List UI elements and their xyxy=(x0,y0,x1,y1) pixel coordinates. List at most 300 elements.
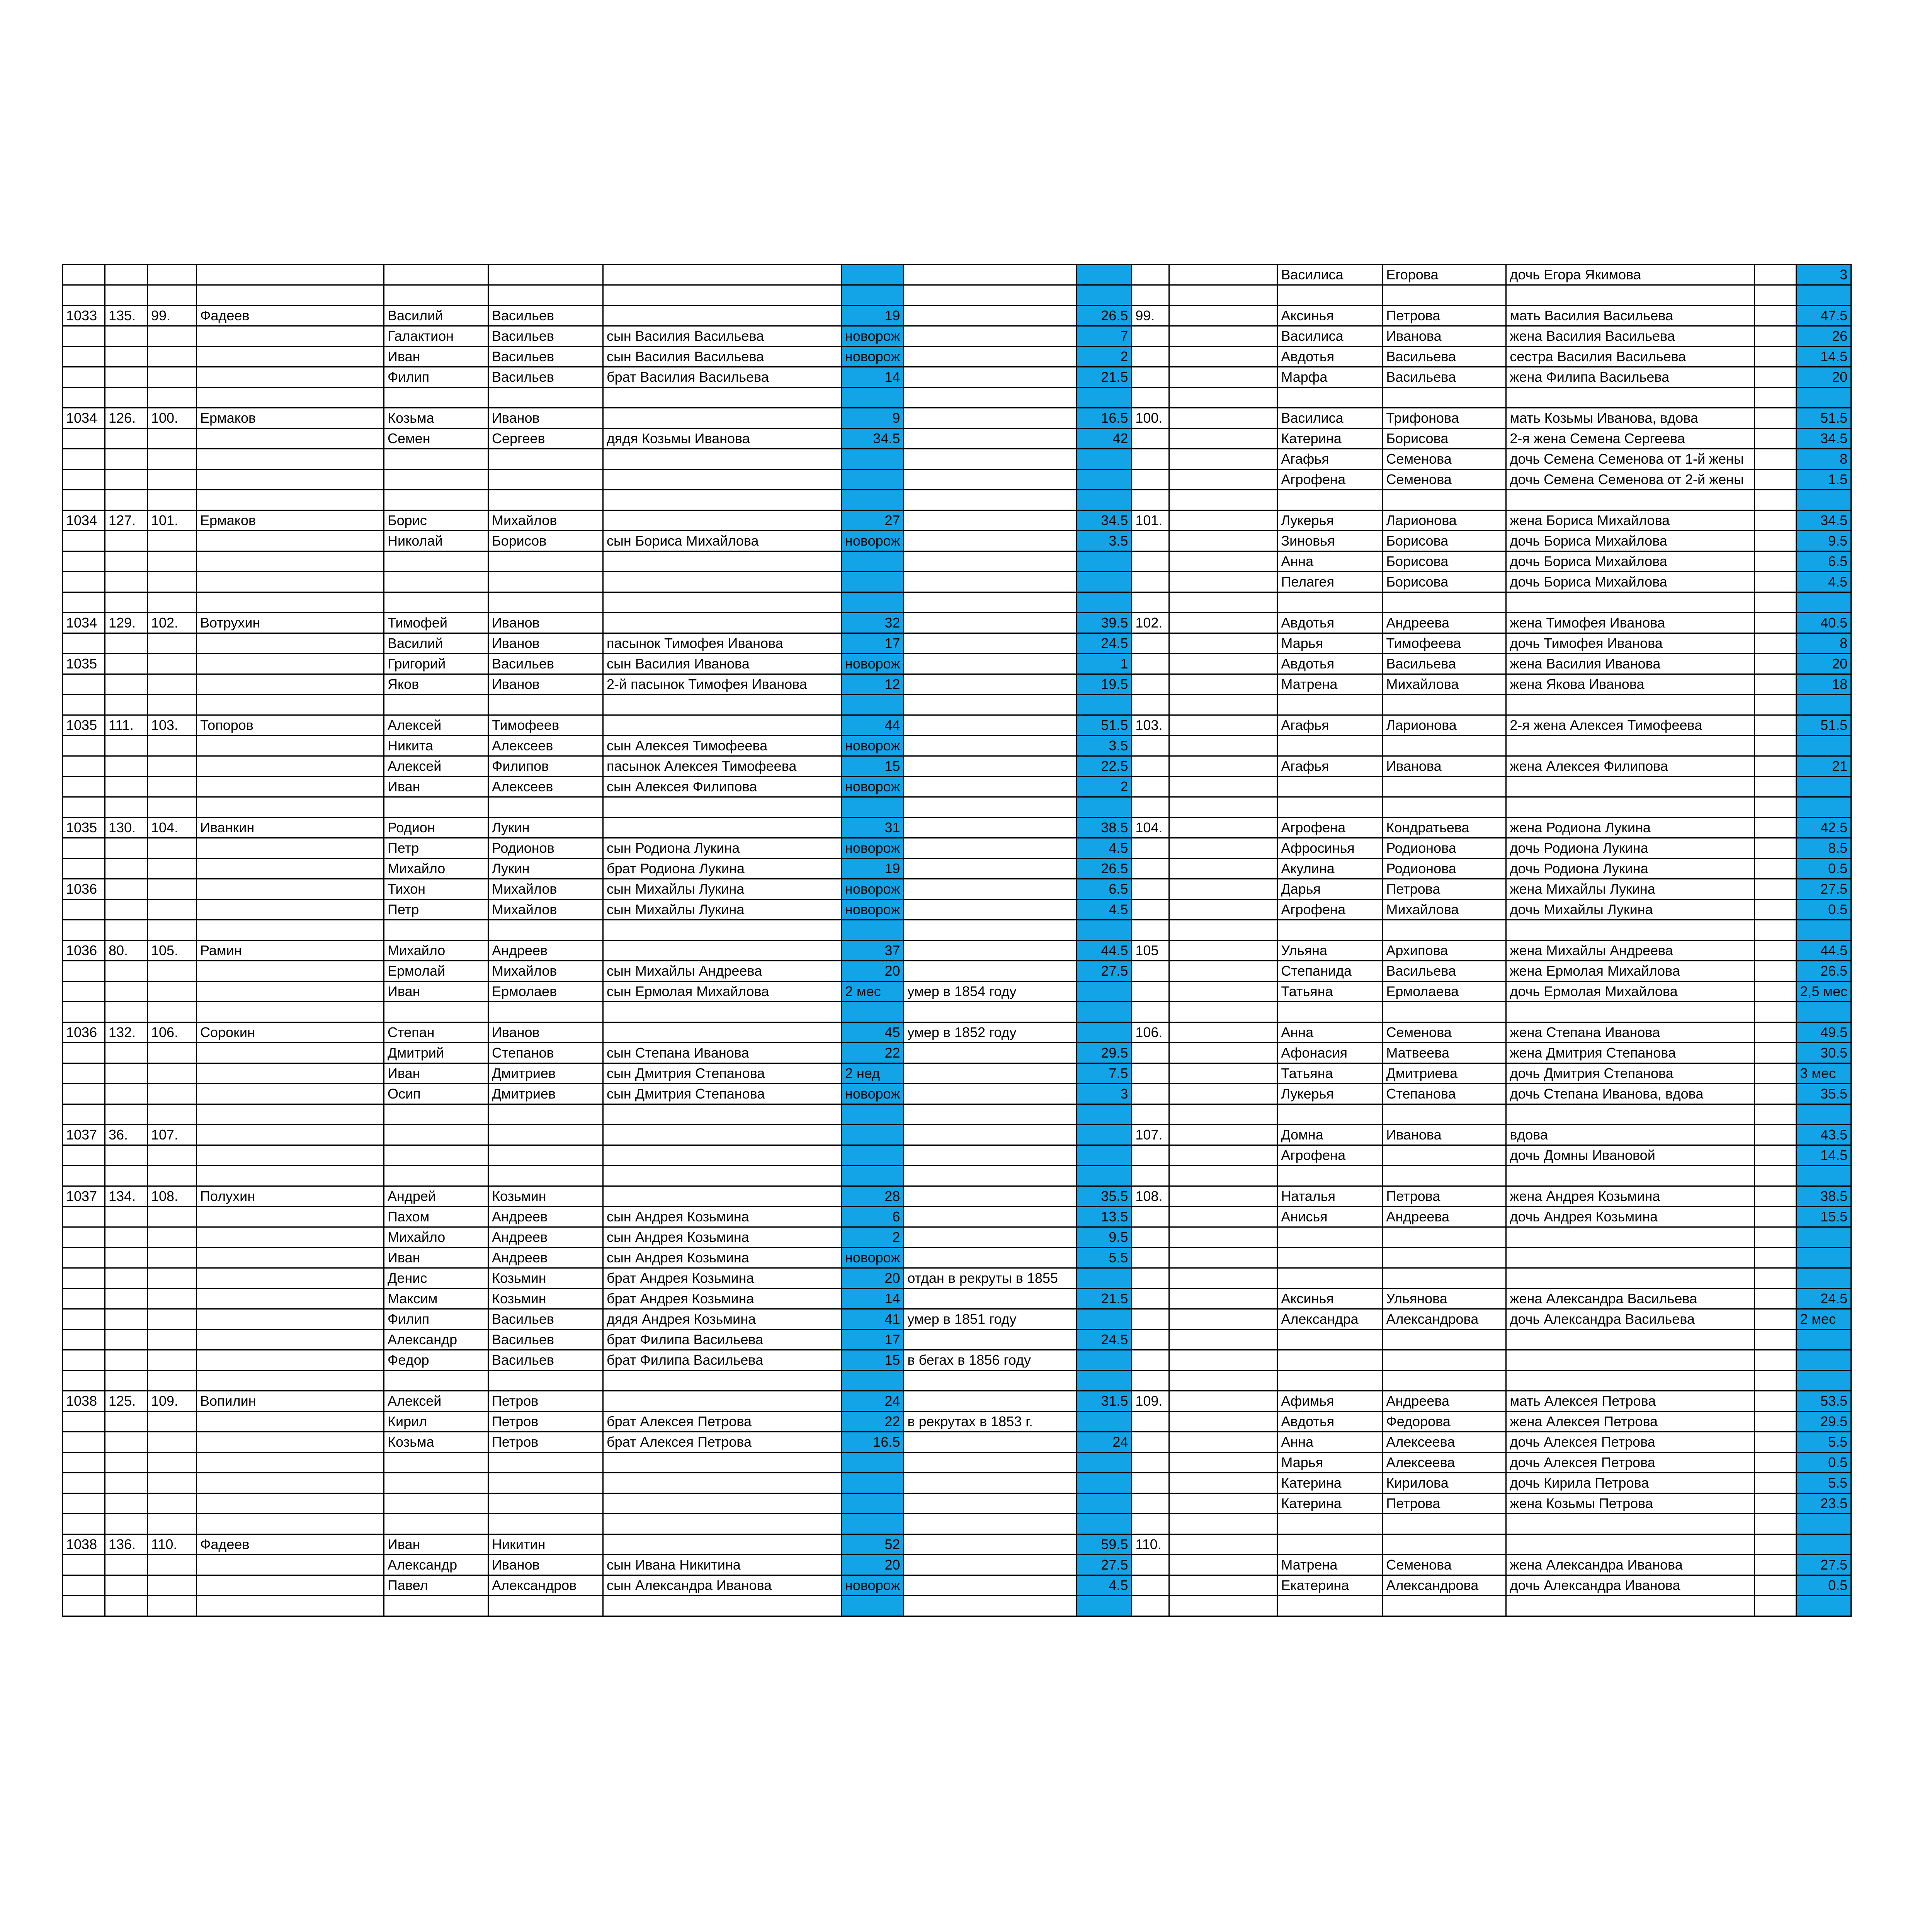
table-cell xyxy=(63,1166,105,1186)
table-cell xyxy=(1132,1043,1169,1063)
table-cell: 1036 xyxy=(63,1022,105,1043)
table-cell: Агрофена xyxy=(1277,1145,1383,1166)
table-cell: Васильев xyxy=(488,367,603,388)
table-cell: 24 xyxy=(1077,1432,1132,1452)
table-cell: 20 xyxy=(842,961,904,981)
table-cell xyxy=(1132,449,1169,469)
table-cell: Аксинья xyxy=(1277,306,1383,326)
table-cell xyxy=(1277,490,1383,510)
table-cell xyxy=(1383,592,1506,613)
table-cell: 47.5 xyxy=(1796,306,1851,326)
table-cell xyxy=(1169,1575,1277,1596)
table-cell: 42.5 xyxy=(1796,818,1851,838)
table-cell xyxy=(63,633,105,654)
table-cell xyxy=(488,285,603,306)
table-cell xyxy=(63,285,105,306)
table-cell xyxy=(1132,695,1169,715)
table-cell: Федорова xyxy=(1383,1412,1506,1432)
table-cell xyxy=(1796,1371,1851,1391)
table-cell xyxy=(1755,1452,1796,1473)
table-cell: Марфа xyxy=(1277,367,1383,388)
table-cell xyxy=(197,347,384,367)
table-cell: сестра Василия Васильева xyxy=(1506,347,1755,367)
table-cell xyxy=(1169,1043,1277,1063)
table-cell xyxy=(1755,1186,1796,1207)
table-row xyxy=(63,1555,1851,1575)
table-cell: 6 xyxy=(842,1207,904,1227)
table-cell: 102. xyxy=(148,613,197,633)
table-cell xyxy=(603,1104,842,1125)
table-cell: 102. xyxy=(1132,613,1169,633)
table-cell: 39.5 xyxy=(1077,613,1132,633)
table-cell xyxy=(1169,859,1277,879)
table-cell: 4.5 xyxy=(1077,1575,1132,1596)
table-cell: Павел xyxy=(384,1575,488,1596)
table-cell xyxy=(1077,981,1132,1002)
table-cell xyxy=(842,1473,904,1493)
table-cell: Родионова xyxy=(1383,838,1506,859)
table-cell: 127. xyxy=(105,510,148,531)
table-cell: пасынок Тимофея Иванова xyxy=(603,633,842,654)
table-cell: 1037 xyxy=(63,1186,105,1207)
table-cell: 53.5 xyxy=(1796,1391,1851,1412)
table-cell: сын Алексея Тимофеева xyxy=(603,736,842,756)
table-cell xyxy=(148,695,197,715)
table-cell xyxy=(63,981,105,1002)
table-cell: Андреев xyxy=(488,940,603,961)
table-cell: Петров xyxy=(488,1432,603,1452)
table-cell xyxy=(1755,940,1796,961)
table-cell xyxy=(63,1002,105,1022)
table-cell: жена Ермолая Михайлова xyxy=(1506,961,1755,981)
table-cell xyxy=(904,1473,1077,1493)
table-cell: 20 xyxy=(842,1268,904,1289)
table-cell xyxy=(197,1166,384,1186)
table-cell xyxy=(904,940,1077,961)
table-cell: дочь Бориса Михайлова xyxy=(1506,551,1755,572)
table-cell xyxy=(488,592,603,613)
table-cell: 23.5 xyxy=(1796,1493,1851,1514)
table-cell xyxy=(384,1104,488,1125)
table-cell: Денис xyxy=(384,1268,488,1289)
table-row xyxy=(63,510,1851,531)
table-row xyxy=(63,736,1851,756)
table-cell: Ермаков xyxy=(197,408,384,429)
table-cell xyxy=(105,1145,148,1166)
table-row xyxy=(63,879,1851,900)
table-cell xyxy=(105,797,148,818)
table-cell xyxy=(105,1002,148,1022)
table-cell: дочь Родиона Лукина xyxy=(1506,859,1755,879)
table-cell xyxy=(197,900,384,920)
table-cell xyxy=(1277,1330,1383,1350)
table-cell xyxy=(1169,818,1277,838)
table-cell xyxy=(842,469,904,490)
table-cell xyxy=(197,1371,384,1391)
table-cell xyxy=(197,1104,384,1125)
table-cell xyxy=(1132,1575,1169,1596)
table-cell xyxy=(197,429,384,449)
table-cell xyxy=(105,777,148,797)
table-row xyxy=(63,1452,1851,1473)
table-cell xyxy=(904,818,1077,838)
table-cell: Иванкин xyxy=(197,818,384,838)
table-cell xyxy=(904,1534,1077,1555)
table-cell xyxy=(603,388,842,408)
table-cell xyxy=(105,1063,148,1084)
table-cell xyxy=(105,1493,148,1514)
table-cell xyxy=(603,449,842,469)
table-cell: 2,5 мес xyxy=(1796,981,1851,1002)
table-cell xyxy=(105,756,148,777)
table-cell xyxy=(1383,920,1506,940)
table-cell: 19 xyxy=(842,859,904,879)
table-cell xyxy=(1132,920,1169,940)
table-cell: 101. xyxy=(148,510,197,531)
table-cell: 15 xyxy=(842,1350,904,1371)
table-cell: Иванова xyxy=(1383,1125,1506,1145)
table-cell: жена Филипа Васильева xyxy=(1506,367,1755,388)
table-cell xyxy=(1077,388,1132,408)
table-cell: Семен xyxy=(384,429,488,449)
table-cell xyxy=(1755,510,1796,531)
table-cell xyxy=(197,1493,384,1514)
table-cell xyxy=(63,797,105,818)
table-cell: Пахом xyxy=(384,1207,488,1227)
table-cell xyxy=(1755,572,1796,592)
table-cell xyxy=(197,1555,384,1575)
table-cell xyxy=(1169,1084,1277,1104)
table-cell: новорож xyxy=(842,326,904,347)
table-cell xyxy=(904,1596,1077,1616)
table-cell: мать Василия Васильева xyxy=(1506,306,1755,326)
table-cell: 106. xyxy=(1132,1022,1169,1043)
table-cell: Марья xyxy=(1277,1452,1383,1473)
table-cell xyxy=(904,1514,1077,1534)
table-cell xyxy=(63,388,105,408)
table-cell: 0.5 xyxy=(1796,859,1851,879)
table-cell: Рамин xyxy=(197,940,384,961)
table-cell xyxy=(603,285,842,306)
table-cell xyxy=(148,1350,197,1371)
table-cell: сын Андрея Козьмина xyxy=(603,1227,842,1248)
table-cell: 6.5 xyxy=(1796,551,1851,572)
table-cell: 19 xyxy=(842,306,904,326)
table-cell xyxy=(148,326,197,347)
table-cell xyxy=(1132,285,1169,306)
table-cell: сын Родиона Лукина xyxy=(603,838,842,859)
table-cell xyxy=(197,1432,384,1452)
table-cell: 108. xyxy=(148,1186,197,1207)
table-cell: 21.5 xyxy=(1077,1289,1132,1309)
table-cell xyxy=(148,1493,197,1514)
table-cell: умер в 1851 году xyxy=(904,1309,1077,1330)
table-cell xyxy=(1132,777,1169,797)
table-cell xyxy=(148,285,197,306)
table-cell xyxy=(1383,388,1506,408)
table-cell: Алексеев xyxy=(488,777,603,797)
table-row xyxy=(63,1534,1851,1555)
table-cell: дочь Бориса Михайлова xyxy=(1506,572,1755,592)
table-cell xyxy=(384,1125,488,1145)
table-cell xyxy=(148,1473,197,1493)
table-cell: 4.5 xyxy=(1077,838,1132,859)
table-cell xyxy=(1755,1248,1796,1268)
table-cell: Алексеева xyxy=(1383,1432,1506,1452)
table-cell: сын Михайлы Лукина xyxy=(603,879,842,900)
table-cell: 38.5 xyxy=(1077,818,1132,838)
table-cell xyxy=(842,490,904,510)
table-cell xyxy=(1132,1002,1169,1022)
table-cell xyxy=(904,1145,1077,1166)
table-cell: Петр xyxy=(384,900,488,920)
table-cell xyxy=(197,1330,384,1350)
table-cell: 35.5 xyxy=(1796,1084,1851,1104)
table-cell xyxy=(1132,654,1169,674)
table-cell: 99. xyxy=(1132,306,1169,326)
table-cell xyxy=(603,408,842,429)
table-row xyxy=(63,285,1851,306)
table-cell xyxy=(1132,1473,1169,1493)
table-cell xyxy=(1755,1063,1796,1084)
table-cell xyxy=(1755,1534,1796,1555)
table-cell xyxy=(1132,981,1169,1002)
table-cell: новорож xyxy=(842,838,904,859)
table-cell: дочь Семена Семенова от 2-й жены xyxy=(1506,469,1755,490)
table-cell: 9.5 xyxy=(1077,1227,1132,1248)
table-cell xyxy=(148,981,197,1002)
table-cell xyxy=(1796,490,1851,510)
table-cell: 103. xyxy=(1132,715,1169,736)
table-cell xyxy=(904,1289,1077,1309)
table-cell xyxy=(842,388,904,408)
table-cell: Иванов xyxy=(488,1555,603,1575)
table-cell xyxy=(1755,736,1796,756)
table-cell: 8 xyxy=(1796,633,1851,654)
table-cell: Пелагея xyxy=(1277,572,1383,592)
table-cell: дочь Ермолая Михайлова xyxy=(1506,981,1755,1002)
table-cell: 5.5 xyxy=(1796,1432,1851,1452)
table-cell xyxy=(1132,1207,1169,1227)
table-cell: Вопилин xyxy=(197,1391,384,1412)
table-cell xyxy=(148,1145,197,1166)
table-cell xyxy=(1796,1227,1851,1248)
table-cell: Ермолаева xyxy=(1383,981,1506,1002)
table-cell: 27.5 xyxy=(1796,1555,1851,1575)
table-cell xyxy=(63,859,105,879)
table-cell xyxy=(1755,1596,1796,1616)
table-cell xyxy=(603,1125,842,1145)
table-cell xyxy=(1169,1186,1277,1207)
table-cell xyxy=(148,674,197,695)
table-cell xyxy=(384,449,488,469)
table-cell xyxy=(1383,1104,1506,1125)
table-cell xyxy=(1277,1596,1383,1616)
table-cell xyxy=(842,592,904,613)
table-cell: 1035 xyxy=(63,715,105,736)
table-cell: Фадеев xyxy=(197,1534,384,1555)
table-cell xyxy=(904,1493,1077,1514)
table-cell: брат Андрея Козьмина xyxy=(603,1289,842,1309)
table-cell xyxy=(148,1555,197,1575)
table-cell: 1034 xyxy=(63,613,105,633)
table-cell: Васильева xyxy=(1383,367,1506,388)
table-cell xyxy=(148,1596,197,1616)
table-cell: 107. xyxy=(1132,1125,1169,1145)
table-cell: Григорий xyxy=(384,654,488,674)
table-cell: 26.5 xyxy=(1077,859,1132,879)
table-cell xyxy=(1132,1555,1169,1575)
table-cell: жена Андрея Козьмина xyxy=(1506,1186,1755,1207)
table-cell xyxy=(63,1248,105,1268)
table-cell: Петрова xyxy=(1383,1186,1506,1207)
table-cell: Александрова xyxy=(1383,1575,1506,1596)
table-cell xyxy=(1132,1330,1169,1350)
table-cell xyxy=(148,429,197,449)
table-cell xyxy=(384,695,488,715)
table-cell xyxy=(1132,1412,1169,1432)
table-cell: сын Андрея Козьмина xyxy=(603,1248,842,1268)
table-cell xyxy=(1755,551,1796,572)
table-cell xyxy=(904,1207,1077,1227)
table-cell xyxy=(197,1268,384,1289)
table-cell xyxy=(904,510,1077,531)
table-row xyxy=(63,347,1851,367)
table-cell: Васильева xyxy=(1383,961,1506,981)
table-row xyxy=(63,1473,1851,1493)
table-cell xyxy=(148,961,197,981)
table-cell xyxy=(197,1002,384,1022)
table-row xyxy=(63,1084,1851,1104)
table-cell xyxy=(1506,1350,1755,1371)
table-cell: жена Василия Васильева xyxy=(1506,326,1755,347)
table-cell xyxy=(197,469,384,490)
table-cell xyxy=(904,388,1077,408)
table-cell: Степан xyxy=(384,1022,488,1043)
table-cell: 1034 xyxy=(63,408,105,429)
table-cell xyxy=(1755,326,1796,347)
table-cell: 44 xyxy=(842,715,904,736)
table-cell: Анна xyxy=(1277,1022,1383,1043)
table-cell xyxy=(1796,285,1851,306)
table-cell xyxy=(1132,1514,1169,1534)
table-cell: 44.5 xyxy=(1077,940,1132,961)
table-cell xyxy=(1383,736,1506,756)
table-cell xyxy=(63,326,105,347)
table-cell: умер в 1854 году xyxy=(904,981,1077,1002)
table-cell: Козьмин xyxy=(488,1186,603,1207)
table-cell xyxy=(842,285,904,306)
table-cell xyxy=(197,1248,384,1268)
table-cell xyxy=(488,449,603,469)
table-row xyxy=(63,1391,1851,1412)
table-cell: Васильев xyxy=(488,306,603,326)
table-cell xyxy=(1077,1596,1132,1616)
table-row xyxy=(63,429,1851,449)
table-cell: новорож xyxy=(842,531,904,551)
table-cell xyxy=(1132,429,1169,449)
table-cell: дочь Тимофея Иванова xyxy=(1506,633,1755,654)
table-cell xyxy=(904,859,1077,879)
table-cell xyxy=(603,510,842,531)
table-cell xyxy=(1755,1493,1796,1514)
table-cell xyxy=(1755,1514,1796,1534)
table-cell: 136. xyxy=(105,1534,148,1555)
table-cell: Тимофей xyxy=(384,613,488,633)
table-cell xyxy=(1132,551,1169,572)
table-cell xyxy=(603,1596,842,1616)
table-cell xyxy=(1755,777,1796,797)
table-cell: Егорова xyxy=(1383,265,1506,285)
table-cell: Топоров xyxy=(197,715,384,736)
table-cell: 1034 xyxy=(63,510,105,531)
table-cell xyxy=(384,1493,488,1514)
table-cell xyxy=(603,818,842,838)
table-cell xyxy=(1169,510,1277,531)
table-cell xyxy=(842,1452,904,1473)
table-cell xyxy=(105,265,148,285)
table-row xyxy=(63,1043,1851,1063)
table-cell xyxy=(1132,367,1169,388)
table-cell: Михайлов xyxy=(488,961,603,981)
table-cell: Анна xyxy=(1277,551,1383,572)
table-cell xyxy=(63,674,105,695)
table-cell xyxy=(197,961,384,981)
table-row xyxy=(63,1575,1851,1596)
table-cell xyxy=(1169,531,1277,551)
table-cell xyxy=(105,572,148,592)
table-cell xyxy=(105,1104,148,1125)
table-cell: 103. xyxy=(148,715,197,736)
table-cell xyxy=(1796,920,1851,940)
table-cell xyxy=(1506,777,1755,797)
table-cell: дочь Степана Иванова, вдова xyxy=(1506,1084,1755,1104)
table-cell xyxy=(1169,1145,1277,1166)
table-cell: 14.5 xyxy=(1796,1145,1851,1166)
table-cell xyxy=(904,1248,1077,1268)
table-cell: брат Родиона Лукина xyxy=(603,859,842,879)
table-cell xyxy=(148,347,197,367)
table-cell: 15 xyxy=(842,756,904,777)
table-cell xyxy=(105,1555,148,1575)
table-cell: 35.5 xyxy=(1077,1186,1132,1207)
table-cell xyxy=(148,756,197,777)
table-cell xyxy=(1277,1002,1383,1022)
table-cell xyxy=(148,1432,197,1452)
table-cell xyxy=(1169,367,1277,388)
table-cell xyxy=(1169,1002,1277,1022)
table-cell xyxy=(63,1289,105,1309)
table-cell xyxy=(1755,367,1796,388)
table-cell: Иванов xyxy=(488,408,603,429)
table-cell xyxy=(197,490,384,510)
table-cell: 20 xyxy=(842,1555,904,1575)
table-cell: Иванов xyxy=(488,674,603,695)
table-cell xyxy=(1277,1350,1383,1371)
table-cell xyxy=(488,1596,603,1616)
table-cell xyxy=(1796,736,1851,756)
table-cell xyxy=(105,449,148,469)
table-cell xyxy=(63,265,105,285)
table-cell xyxy=(384,592,488,613)
table-cell xyxy=(148,1268,197,1289)
table-cell xyxy=(105,1166,148,1186)
table-cell: 8.5 xyxy=(1796,838,1851,859)
table-cell xyxy=(148,797,197,818)
table-cell xyxy=(488,920,603,940)
table-cell xyxy=(1277,1227,1383,1248)
table-cell xyxy=(1796,592,1851,613)
